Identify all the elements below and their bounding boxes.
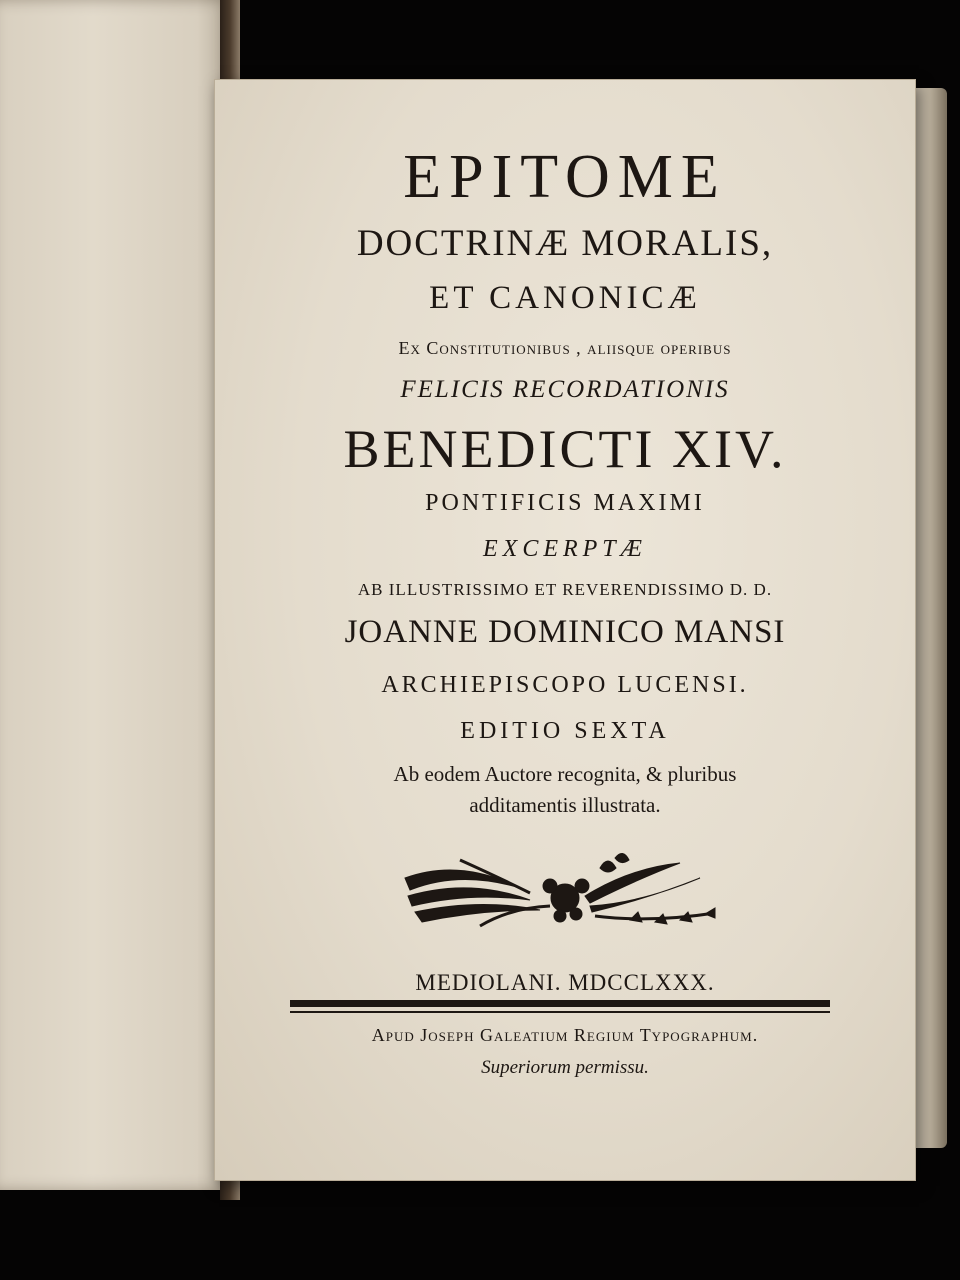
thin-rule [290,1011,830,1013]
subtitle-line-2: ET CANONICÆ [429,280,701,316]
left-blank-page [0,0,232,1190]
book-title: EPITOME [403,143,727,211]
subtitle-line-1: DOCTRINÆ MORALIS, [356,223,774,264]
source-line: Ex Constitutionibus , aliisque operibus [398,338,732,358]
ab-line: AB ILLUSTRISSIMO ET REVERENDISSIMO D. D. [357,580,773,599]
pontificis-line: PONTIFICIS MAXIMI [425,490,705,516]
felicis-line: FELICIS RECORDATIONIS [400,376,730,403]
edition-line: EDITIO SEXTA [460,718,670,744]
excerptae-line: EXCERPTÆ [483,536,647,562]
author-title: ARCHIEPISCOPO LUCENSI. [381,672,749,698]
title-page [215,80,915,1180]
author-name: JOANNE DOMINICO MANSI [344,614,786,650]
pope-name: BENEDICTI XIV. [343,419,787,479]
edition-note-2: additamentis illustrata. [469,793,661,817]
floral-ornament-icon [400,848,730,938]
thick-rule [290,1000,830,1007]
permission-line: Superiorum permissu. [481,1057,649,1078]
printer-line: Apud Joseph Galeatium Regium Typographum. [371,1025,759,1045]
edition-note-1: Ab eodem Auctore recognita, & pluribus [393,762,737,786]
imprint-place-year: MEDIOLANI. MDCCLXXX. [415,970,715,995]
